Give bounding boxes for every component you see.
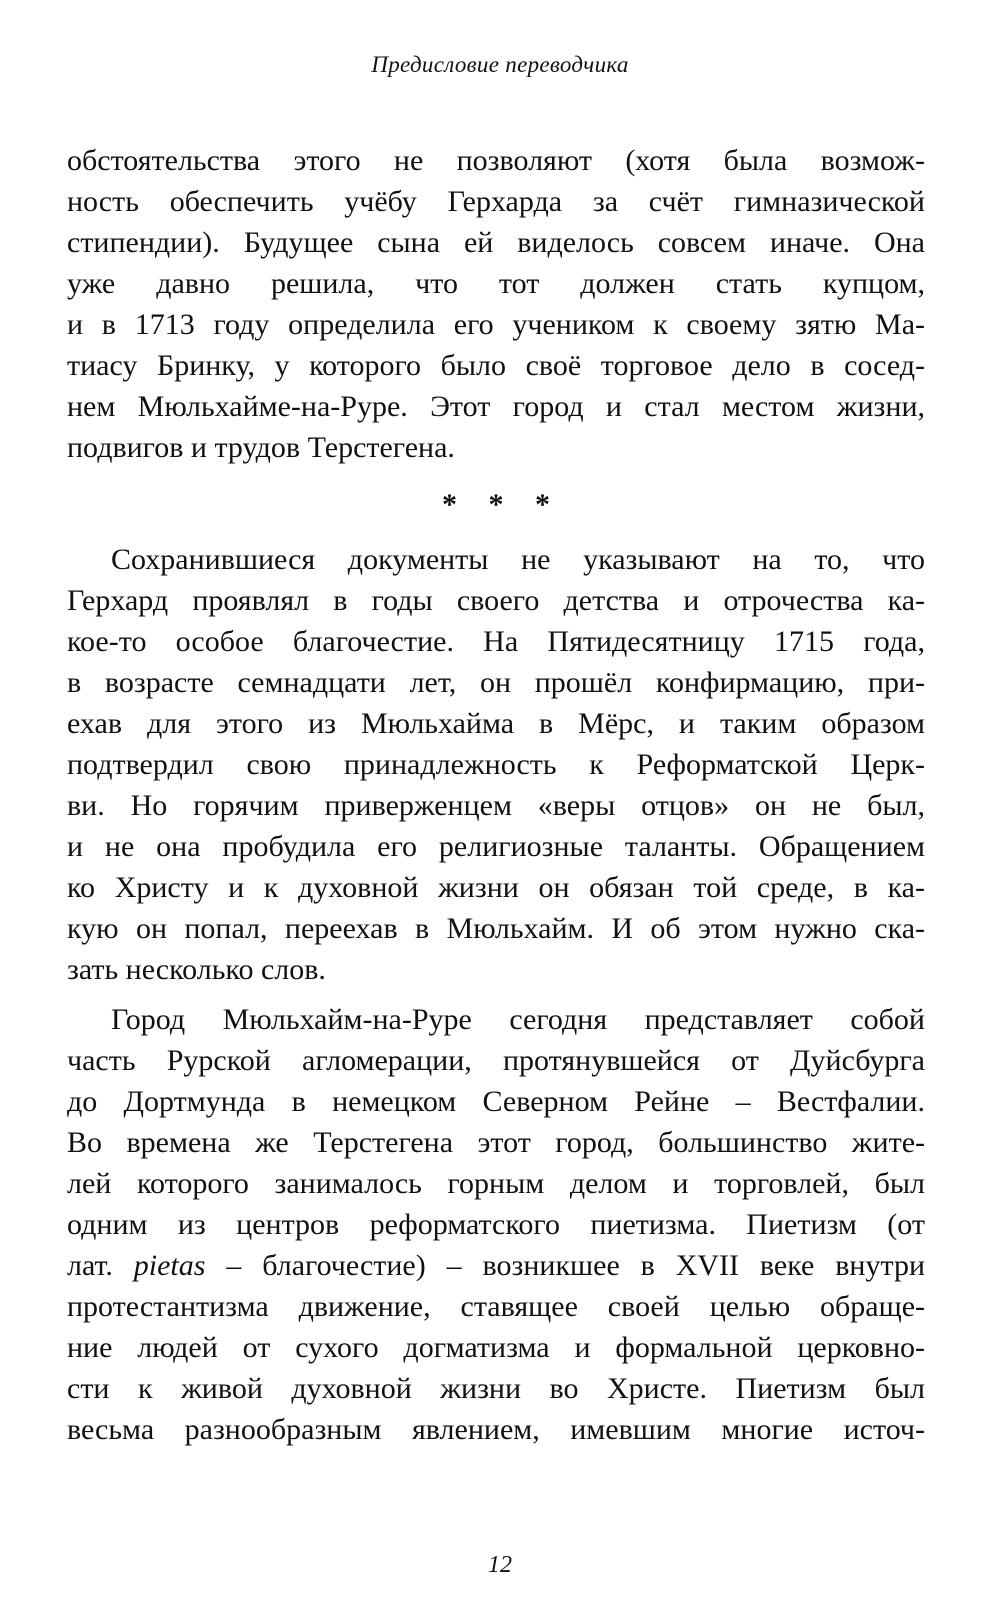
text-line: кую он попал, переехав в Мюльхайм. И об этом нужно ска-	[67, 912, 925, 945]
text-line: подвигов и трудов Терстегена.	[67, 431, 455, 464]
text-line: часть Рурской агломерации, протянувшейся от Дуйсбурга	[67, 1044, 925, 1077]
text-line: Город Мюльхайм-на-Руре сегодня представляет собой	[111, 1003, 925, 1036]
text-line: нем Мюльхайме-на-Руре. Этот город и стал местом жизни,	[67, 390, 925, 423]
text-line: до Дортмунда в немецком Северном Рейне – Вестфалии.	[67, 1085, 925, 1118]
text-line: в возрасте семнадцати лет, он прошёл конфирмацию, при-	[67, 666, 925, 699]
text-line: ви. Но горячим приверженцем «веры отцов» он не был,	[67, 789, 925, 822]
text-line: тиасу Бринку, у которого было своё торговое дело в сосед-	[67, 349, 925, 382]
paragraph-1	[67, 140, 925, 468]
text-line: весьма разнообразным явлением, имевшим многие источ-	[67, 1413, 925, 1446]
paragraph-2	[67, 539, 925, 990]
text-line: ние людей от сухого догматизма и формальной церковно-	[67, 1331, 925, 1364]
text-line: Сохранившиеся документы не указывают на то, что	[111, 543, 925, 576]
line-prefix: лат.	[67, 1249, 134, 1282]
text-line: стипендии). Будущее сына ей виделось совсем иначе. Она	[67, 226, 925, 259]
text-line: Во времена же Терстегена этот город, большинство жите-	[67, 1126, 925, 1159]
text-line: протестантизма движение, ставящее своей целью обраще-	[67, 1290, 925, 1323]
paragraph-3	[67, 999, 925, 1450]
line-suffix: – благочестие) – возникшее в XVII веке внутри	[205, 1249, 925, 1282]
page-number: 12	[488, 1552, 512, 1578]
text-line: лей которого занималось горным делом и торговлей, был	[67, 1167, 925, 1200]
text-line-with-italic	[67, 1245, 925, 1286]
text-line: ность обеспечить учёбу Герхарда за счёт гимназической	[67, 185, 925, 218]
latin-term: pietas	[133, 1249, 206, 1282]
running-head: Предисловие переводчика	[371, 52, 629, 77]
text-line: обстоятельства этого не позволяют (хотя была возмож-	[67, 144, 925, 177]
text-line: сти к живой духовной жизни во Христе. Пиетизм был	[67, 1372, 925, 1405]
text-line: и не она пробудила его религиозные таланты. Обращением	[67, 830, 925, 863]
text-line: одним из центров реформатского пиетизма. Пиетизм (от	[67, 1208, 925, 1241]
text-line: ехав для этого из Мюльхайма в Мёрс, и таким образом	[67, 707, 925, 740]
text-line: ко Христу и к духовной жизни он обязан той среде, в ка-	[67, 871, 925, 904]
body-text	[67, 140, 925, 1450]
text-line: Герхард проявлял в годы своего детства и отрочества ка-	[67, 584, 925, 617]
text-line: подтвердил свою принадлежность к Реформатской Церк-	[67, 748, 925, 781]
text-line: зать несколько слов.	[67, 953, 326, 986]
text-line: уже давно решила, что тот должен стать купцом,	[67, 267, 925, 300]
text-line: кое-то особое благочестие. На Пятидесятницу 1715 года,	[67, 625, 925, 658]
section-separator: * * *	[442, 488, 562, 521]
text-line: и в 1713 году определила его учеником к своему зятю Ма-	[67, 308, 925, 341]
